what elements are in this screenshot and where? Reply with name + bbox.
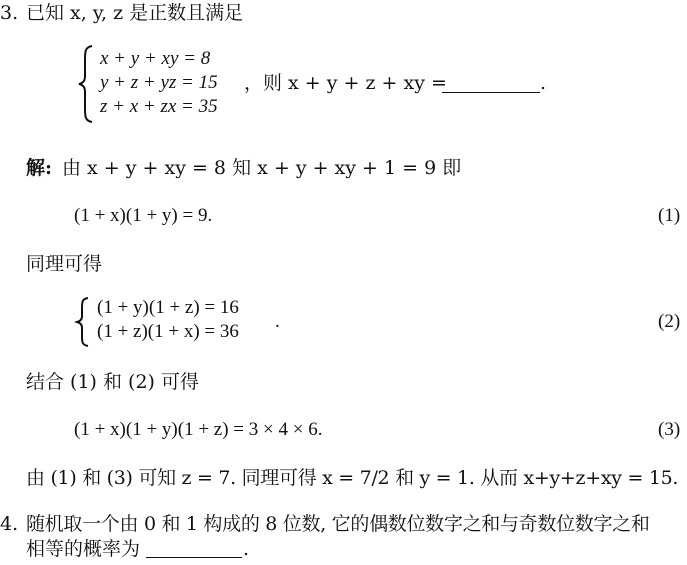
problem-4-number: 4. [0,513,19,535]
equation-number-3: (3) [658,419,681,440]
combine-text: 结合 (1) 和 (2) 可得 [26,371,199,393]
equation-3: (1 + x)(1 + y)(1 + z) = 3 × 4 × 6. [74,419,323,440]
problem-3-number: 3. [0,2,19,24]
conclusion: 由 (1) 和 (3) 可知 z = 7. 同理可得 x = 7/2 和 y = 1. 从而 x+y+z+xy = 15. [26,467,679,489]
problem-3-end: . [540,72,547,94]
solution-label: 解: [26,157,53,179]
system-equation-3: z + x + zx = 35 [100,96,218,117]
system-equation-2: y + z + yz = 15 [100,72,218,93]
left-brace-icon [76,44,96,124]
solution-line-1: 由 x + y + xy = 8 知 x + y + xy + 1 = 9 即 [62,157,462,179]
system-2-equation-2: (1 + z)(1 + x) = 36 [97,321,239,342]
equation-number-1: (1) [658,205,681,226]
system-equation-1: x + y + xy = 8 [100,48,211,69]
problem-3-intro: 已知 x, y, z 是正数且满足 [26,2,244,24]
problem-4-line-2: 相等的概率为 [26,538,141,560]
system-2-equation-1: (1 + y)(1 + z) = 16 [97,297,239,318]
equation-number-2: (2) [658,311,681,332]
system-2-end: . [275,311,280,332]
answer-blank-3 [442,76,540,93]
problem-3-question: ，则 x + y + z + xy = [244,72,447,94]
problem-4-end: . [243,538,250,560]
equation-1: (1 + x)(1 + y) = 9. [74,205,213,226]
problem-4-line-1: 随机取一个由 0 和 1 构成的 8 位数, 它的偶数位数字之和与奇数位数字之和 [26,513,650,535]
answer-blank-4 [146,541,242,558]
left-brace-icon-2 [74,296,92,348]
similar-text: 同理可得 [26,253,103,275]
